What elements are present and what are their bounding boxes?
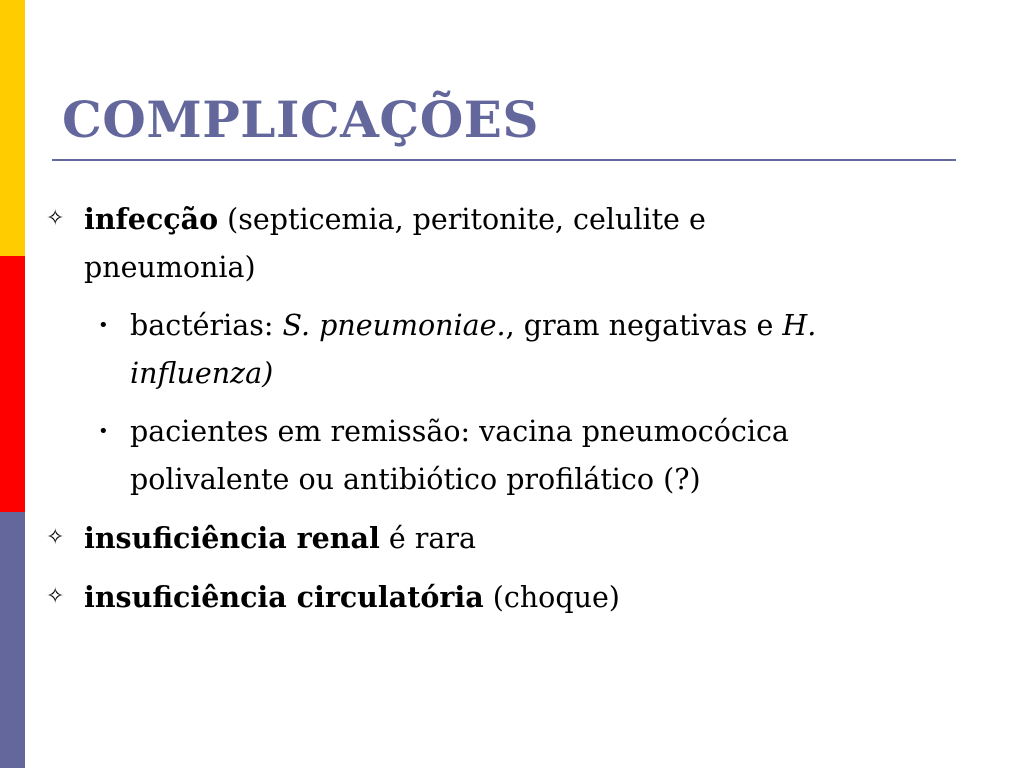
item-text: (choque) [483, 581, 620, 614]
slide-title: COMPLICAÇÕES [62, 90, 539, 149]
item-text: (septicemia, peritonite, celulite e pneumonia) [84, 203, 706, 284]
dot-bullet-icon: • [98, 421, 109, 442]
star-bullet-icon: ✧ [46, 584, 65, 609]
organism-name: H. influenza) [130, 309, 817, 390]
title-divider [52, 159, 956, 161]
star-bullet-icon: ✧ [46, 525, 65, 550]
item-term: insuficiência renal [84, 521, 380, 555]
organism-name: S. pneumoniae. [282, 309, 506, 342]
sub-item-remissao [0, 408, 910, 504]
sub-item-text: bactérias: [130, 309, 283, 342]
sub-item-text: pacientes em remissão: vacina pneumocócica polivalente ou antibiótico profilático (?) [130, 415, 789, 496]
sub-item-bacterias [0, 302, 910, 398]
item-term: insuficiência circulatória [84, 580, 484, 614]
list-item-insuficiencia-renal [0, 514, 824, 563]
item-text: é rara [379, 522, 477, 555]
list-item-insuficiencia-circulatoria [0, 573, 824, 622]
list-item-infeccao [0, 195, 824, 292]
item-term: infecção [84, 202, 219, 236]
sub-item-text: , gram negativas e [505, 309, 783, 342]
bullet-list [0, 195, 1000, 632]
dot-bullet-icon: • [98, 315, 109, 336]
star-bullet-icon: ✧ [46, 206, 65, 231]
